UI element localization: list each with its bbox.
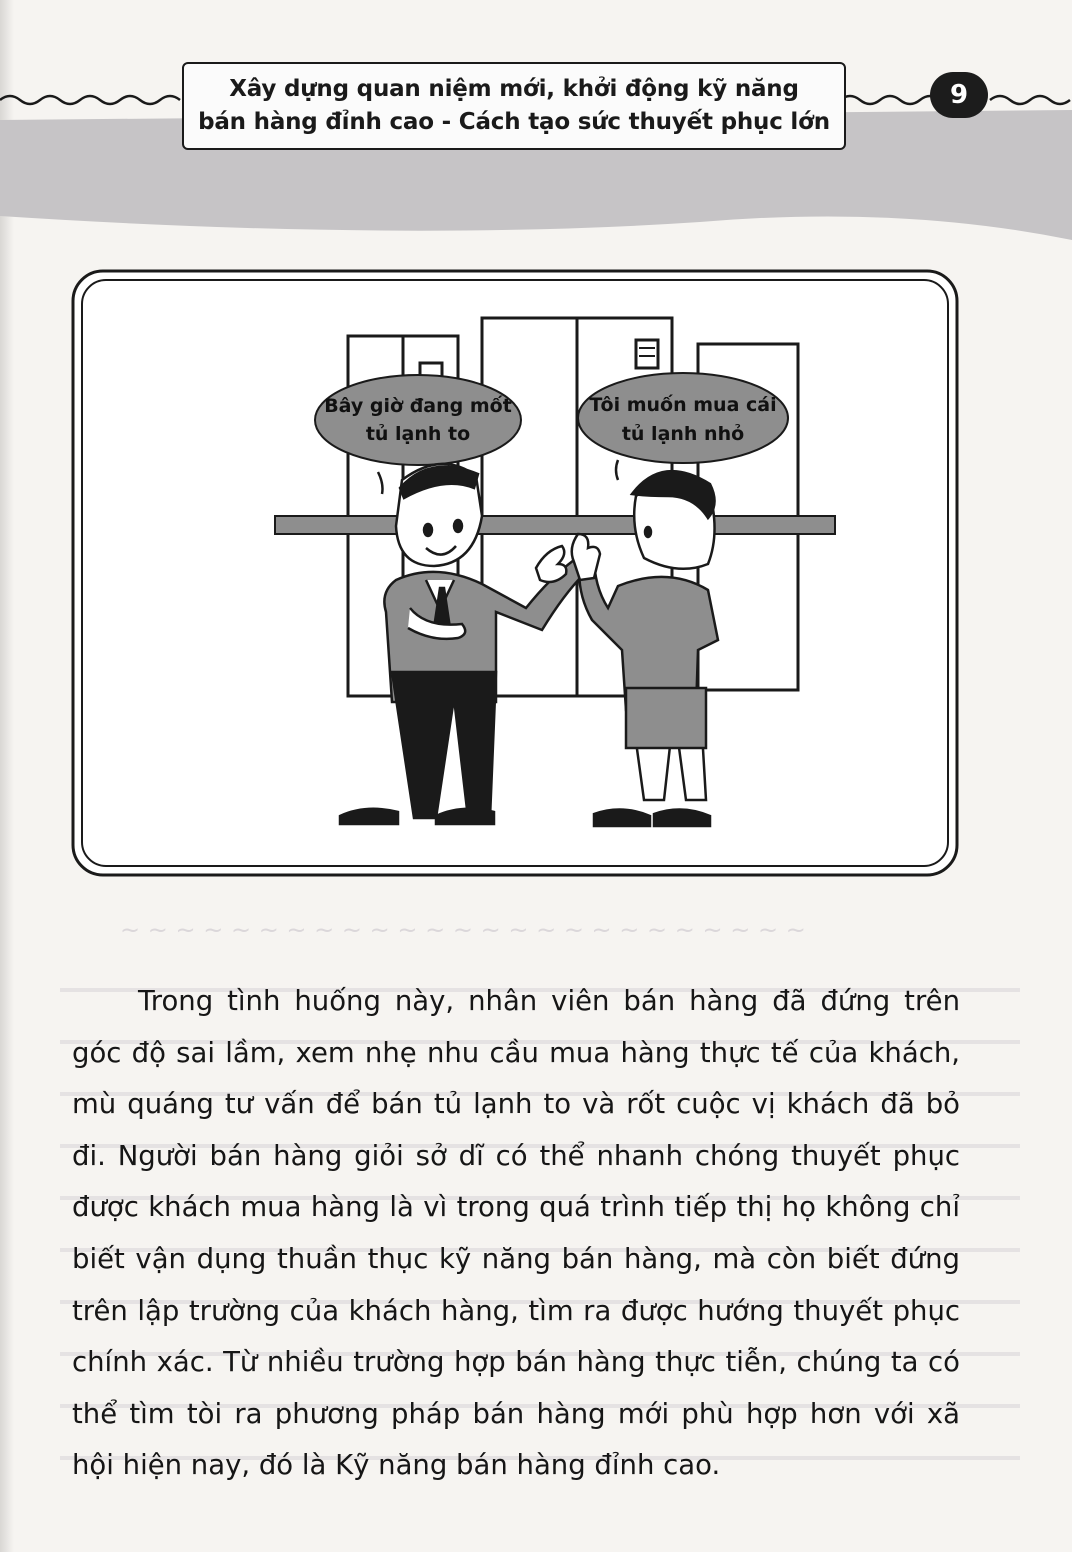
chapter-title-line-1: Xây dựng quan niệm mới, khởi động kỹ năng	[229, 76, 799, 102]
speech-bubble-right-line-1: Tôi muốn mua cái	[589, 394, 777, 416]
speech-bubble-left-line-2: tủ lạnh to	[365, 423, 471, 445]
speech-bubble-left	[315, 375, 521, 465]
header-gray-band	[0, 150, 1072, 240]
speech-bubble-right-line-2: tủ lạnh nhỏ	[621, 423, 745, 445]
shelf-bar	[275, 516, 835, 534]
speech-bubble-right	[578, 373, 788, 463]
cartoon-illustration	[70, 268, 960, 878]
page-number: 9	[930, 72, 988, 118]
body-paragraph: Trong tình huống này, nhân viên bán hàng đã đứng trên góc độ sai lầm, xem nhẹ nhu cầu mua hàng thực tế của khách, mù quáng tư vấn để bán tủ lạnh to và rốt cuộc vị khách đã bỏ đi. Người bán hàng giỏi sở dĩ có thể nhanh chóng thuyết phục được khách mua hàng là vì trong quá trình tiếp thị họ không chỉ biết vận dụng thuần thục kỹ năng bán hàng, mà còn biết đứng trên lập trường của khách hàng, tìm ra được hướng thuyết phục chính xác. Từ nhiều trường hợp bán hàng thực tiễn, chúng ta có thể tìm tòi ra phương pháp bán hàng mới phù hợp hơn với xã hội hiện nay, đó là Kỹ năng bán hàng đỉnh cao.	[72, 985, 960, 1482]
chapter-title-box	[182, 62, 846, 150]
bleed-through-ghost-line: ~ ~ ~ ~ ~ ~ ~ ~ ~ ~ ~ ~ ~ ~ ~ ~ ~ ~ ~ ~ ~ ~ ~ ~ ~	[120, 916, 806, 944]
chapter-title-line-2: bán hàng đỉnh cao - Cách tạo sức thuyết phục lớn	[198, 109, 830, 135]
speech-bubble-left-line-1: Bây giờ đang mốt	[324, 395, 512, 417]
